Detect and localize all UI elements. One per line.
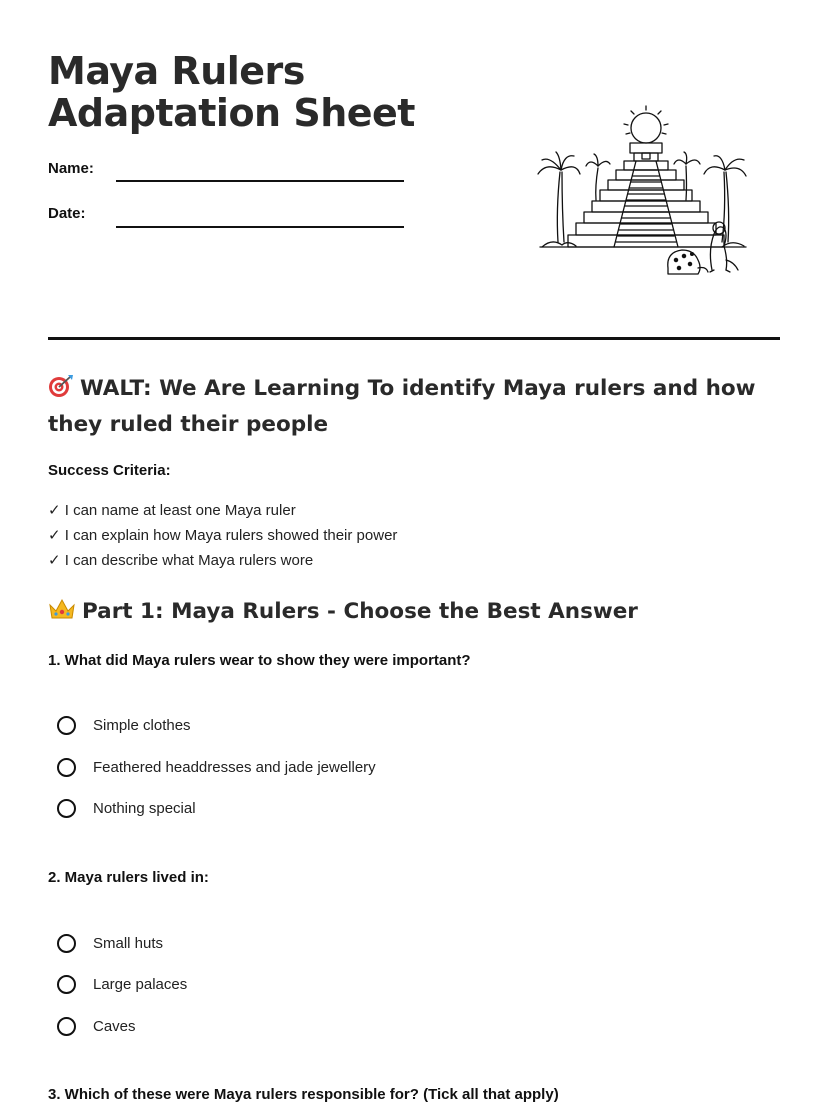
radio-button[interactable] <box>57 975 76 994</box>
option-label: Caves <box>93 1017 136 1035</box>
option-label: Large palaces <box>93 975 188 993</box>
walt-heading <box>48 371 778 443</box>
q2-option-1[interactable] <box>57 930 163 956</box>
success-criteria-list <box>48 500 397 575</box>
option-label: Feathered headdresses and jade jewellery <box>93 758 376 776</box>
option-label: Small huts <box>93 934 164 952</box>
question-2: 2. Maya rulers lived in: <box>48 869 209 886</box>
question-3: 3. Which of these were Maya rulers responsible for? (Tick all that apply) <box>48 1086 559 1103</box>
worksheet-title: Maya Rulers Adaptation Sheet <box>48 49 415 135</box>
name-label: Name: <box>48 160 94 177</box>
crown-icon <box>48 597 76 621</box>
name-field[interactable] <box>116 180 404 182</box>
radio-button[interactable] <box>57 1017 76 1036</box>
walt-text: WALT: We Are Learning To identify Maya rulers and how they ruled their people <box>48 376 756 437</box>
option-label: Nothing special <box>93 799 196 817</box>
date-label: Date: <box>48 205 86 222</box>
criteria-item: ✓ I can explain how Maya rulers showed their power <box>48 527 398 544</box>
q1-option-3[interactable] <box>57 795 196 821</box>
radio-button[interactable] <box>57 799 76 818</box>
q2-option-2[interactable] <box>57 971 187 997</box>
date-field[interactable] <box>116 226 404 228</box>
radio-button[interactable] <box>57 934 76 953</box>
q1-option-1[interactable] <box>57 712 191 738</box>
q2-option-3[interactable] <box>57 1013 136 1039</box>
part1-title: Part 1: Maya Rulers - Choose the Best Answer <box>82 599 638 624</box>
maya-pyramid-illustration <box>532 100 752 282</box>
radio-button[interactable] <box>57 716 76 735</box>
question-1: 1. What did Maya rulers wear to show they were important? <box>48 652 471 669</box>
criteria-item: ✓ I can name at least one Maya ruler <box>48 502 296 519</box>
section-divider <box>48 337 780 340</box>
radio-button[interactable] <box>57 758 76 777</box>
criteria-item: ✓ I can describe what Maya rulers wore <box>48 552 314 569</box>
q1-option-2[interactable] <box>57 754 376 780</box>
target-icon <box>48 374 74 398</box>
option-label: Simple clothes <box>93 716 191 734</box>
success-criteria-title: Success Criteria: <box>48 462 171 479</box>
part1-heading <box>48 596 638 628</box>
